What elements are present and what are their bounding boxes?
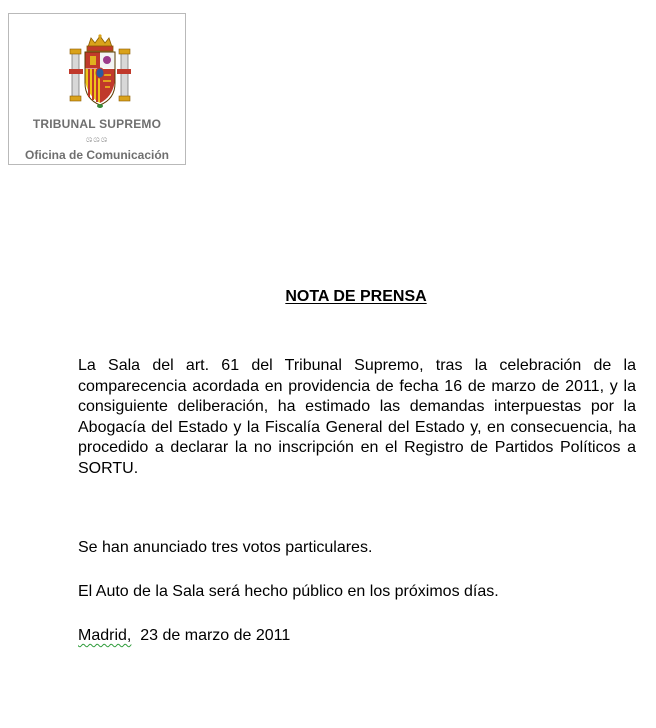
institution-name: TRIBUNAL SUPREMO xyxy=(32,117,162,131)
publication-paragraph: El Auto de la Sala será hecho público en los próximos días. xyxy=(78,583,499,600)
coat-of-arms-icon xyxy=(69,33,131,113)
dissenting-votes-paragraph: Se han anunciado tres votos particulares. xyxy=(78,539,373,556)
document-title: NOTA DE PRENSA xyxy=(285,288,427,305)
dateline xyxy=(78,627,290,645)
ornament: ශශශ xyxy=(85,134,109,144)
office-name: Oficina de Comunicación xyxy=(24,148,170,162)
main-paragraph: La Sala del art. 61 del Tribunal Supremo, tras la celebración de la comparecencia acordada en providencia de fecha 16 de marzo de 2011, y la consiguiente deliberación, ha estimado las demandas interpuestas por la Abogacía del Estado y la Fiscalía General del Estado y, en consecuencia, ha procedido a declarar la no inscripción en el Registro de Partidos Políticos a SORTU. xyxy=(78,357,636,477)
date-text: 23 de marzo de 2011 xyxy=(131,627,291,644)
letterhead xyxy=(8,13,186,165)
date-place: Madrid, xyxy=(78,627,132,644)
